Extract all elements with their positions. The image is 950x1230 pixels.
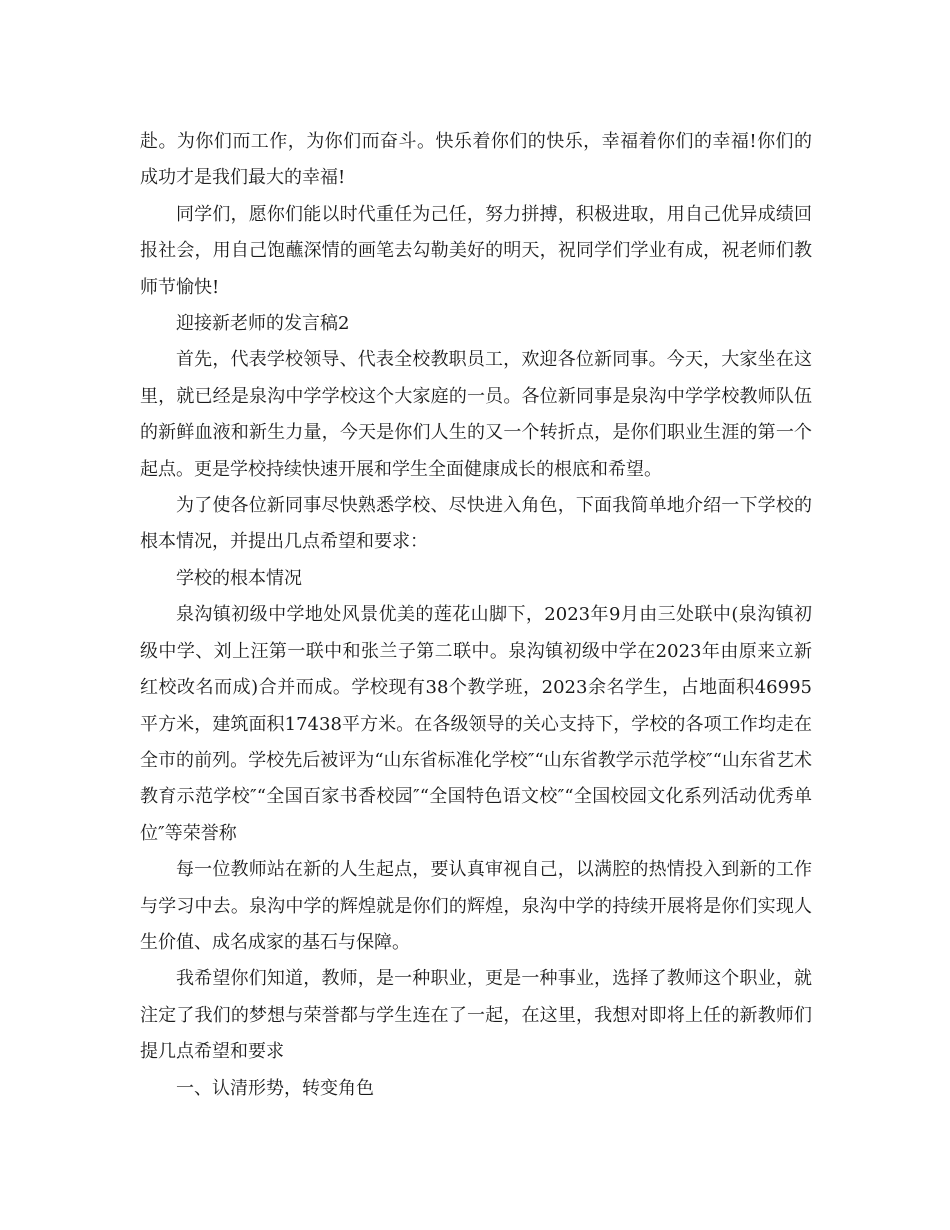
paragraph-welcome: 首先，代表学校领导、代表全校教职员工，欢迎各位新同事。今天，大家坐在这里，就已经是泉沟中学学校这个大家庭的一员。各位新同事是泉沟中学学校教师队伍的新鲜血液和新生力量，今天是你们人生的又一个转折点，是你们职业生涯的第一个起点。更是学校持续快速开展和学生全面健康成长的根底和希望。 xyxy=(140,349,812,480)
paragraph-school-info: 泉沟镇初级中学地处风景优美的莲花山脚下，2023年9月由三处联中(泉沟镇初级中学、刘上汪第一联中和张兰子第二联中。泉沟镇初级中学在2023年由原来立新红校改名而成)合并而成。学校现有38个教学班，2023余名学生，占地面积46995平方米，建筑面积17438平方米。在各级领导的关心支持下，学校的各项工作均走在全市的前列。学校先后被评为“山东省标准化学校″“山东省教学示范学校″“山东省艺术教育示范学校″“全国百家书香校园″“全国特色语文校″“全国校园文化系列活动优秀单位″等荣誉称 xyxy=(140,604,812,844)
paragraph-continuation: 赴。为你们而工作，为你们而奋斗。快乐着你们的快乐，幸福着你们的幸福!你们的成功才是我们最大的幸福! xyxy=(140,131,812,189)
section-title-school-basics: 学校的根本情况 xyxy=(176,567,302,589)
paragraph-introduction: 为了使各位新同事尽快熟悉学校、尽快进入角色，下面我简单地介绍一下学校的根本情况，并提出几点希望和要求： xyxy=(140,495,812,553)
document-body xyxy=(140,124,812,1107)
section-title-speech-2: 迎接新老师的发言稿2 xyxy=(176,313,350,335)
paragraph-wishes: 同学们，愿你们能以时代重任为己任，努力拼搏，积极进取，用自己优异成绩回报社会，用自己饱蘸深情的画笔去勾勒美好的明天，祝同学们学业有成，祝老师们教师节愉快! xyxy=(140,203,812,298)
section-title-recognize-situation: 一、认清形势，转变角色 xyxy=(176,1077,374,1099)
paragraph-hopes: 我希望你们知道，教师，是一种职业，更是一种事业，选择了教师这个职业，就注定了我们的梦想与荣誉都与学生连在了一起，在这里，我想对即将上任的新教师们提几点希望和要求 xyxy=(140,968,812,1063)
paragraph-teacher-start: 每一位教师站在新的人生起点，要认真审视自己，以满腔的热情投入到新的工作与学习中去。泉沟中学的辉煌就是你们的辉煌，泉沟中学的持续开展将是你们实现人生价值、成名成家的基石与保障。 xyxy=(140,859,812,953)
